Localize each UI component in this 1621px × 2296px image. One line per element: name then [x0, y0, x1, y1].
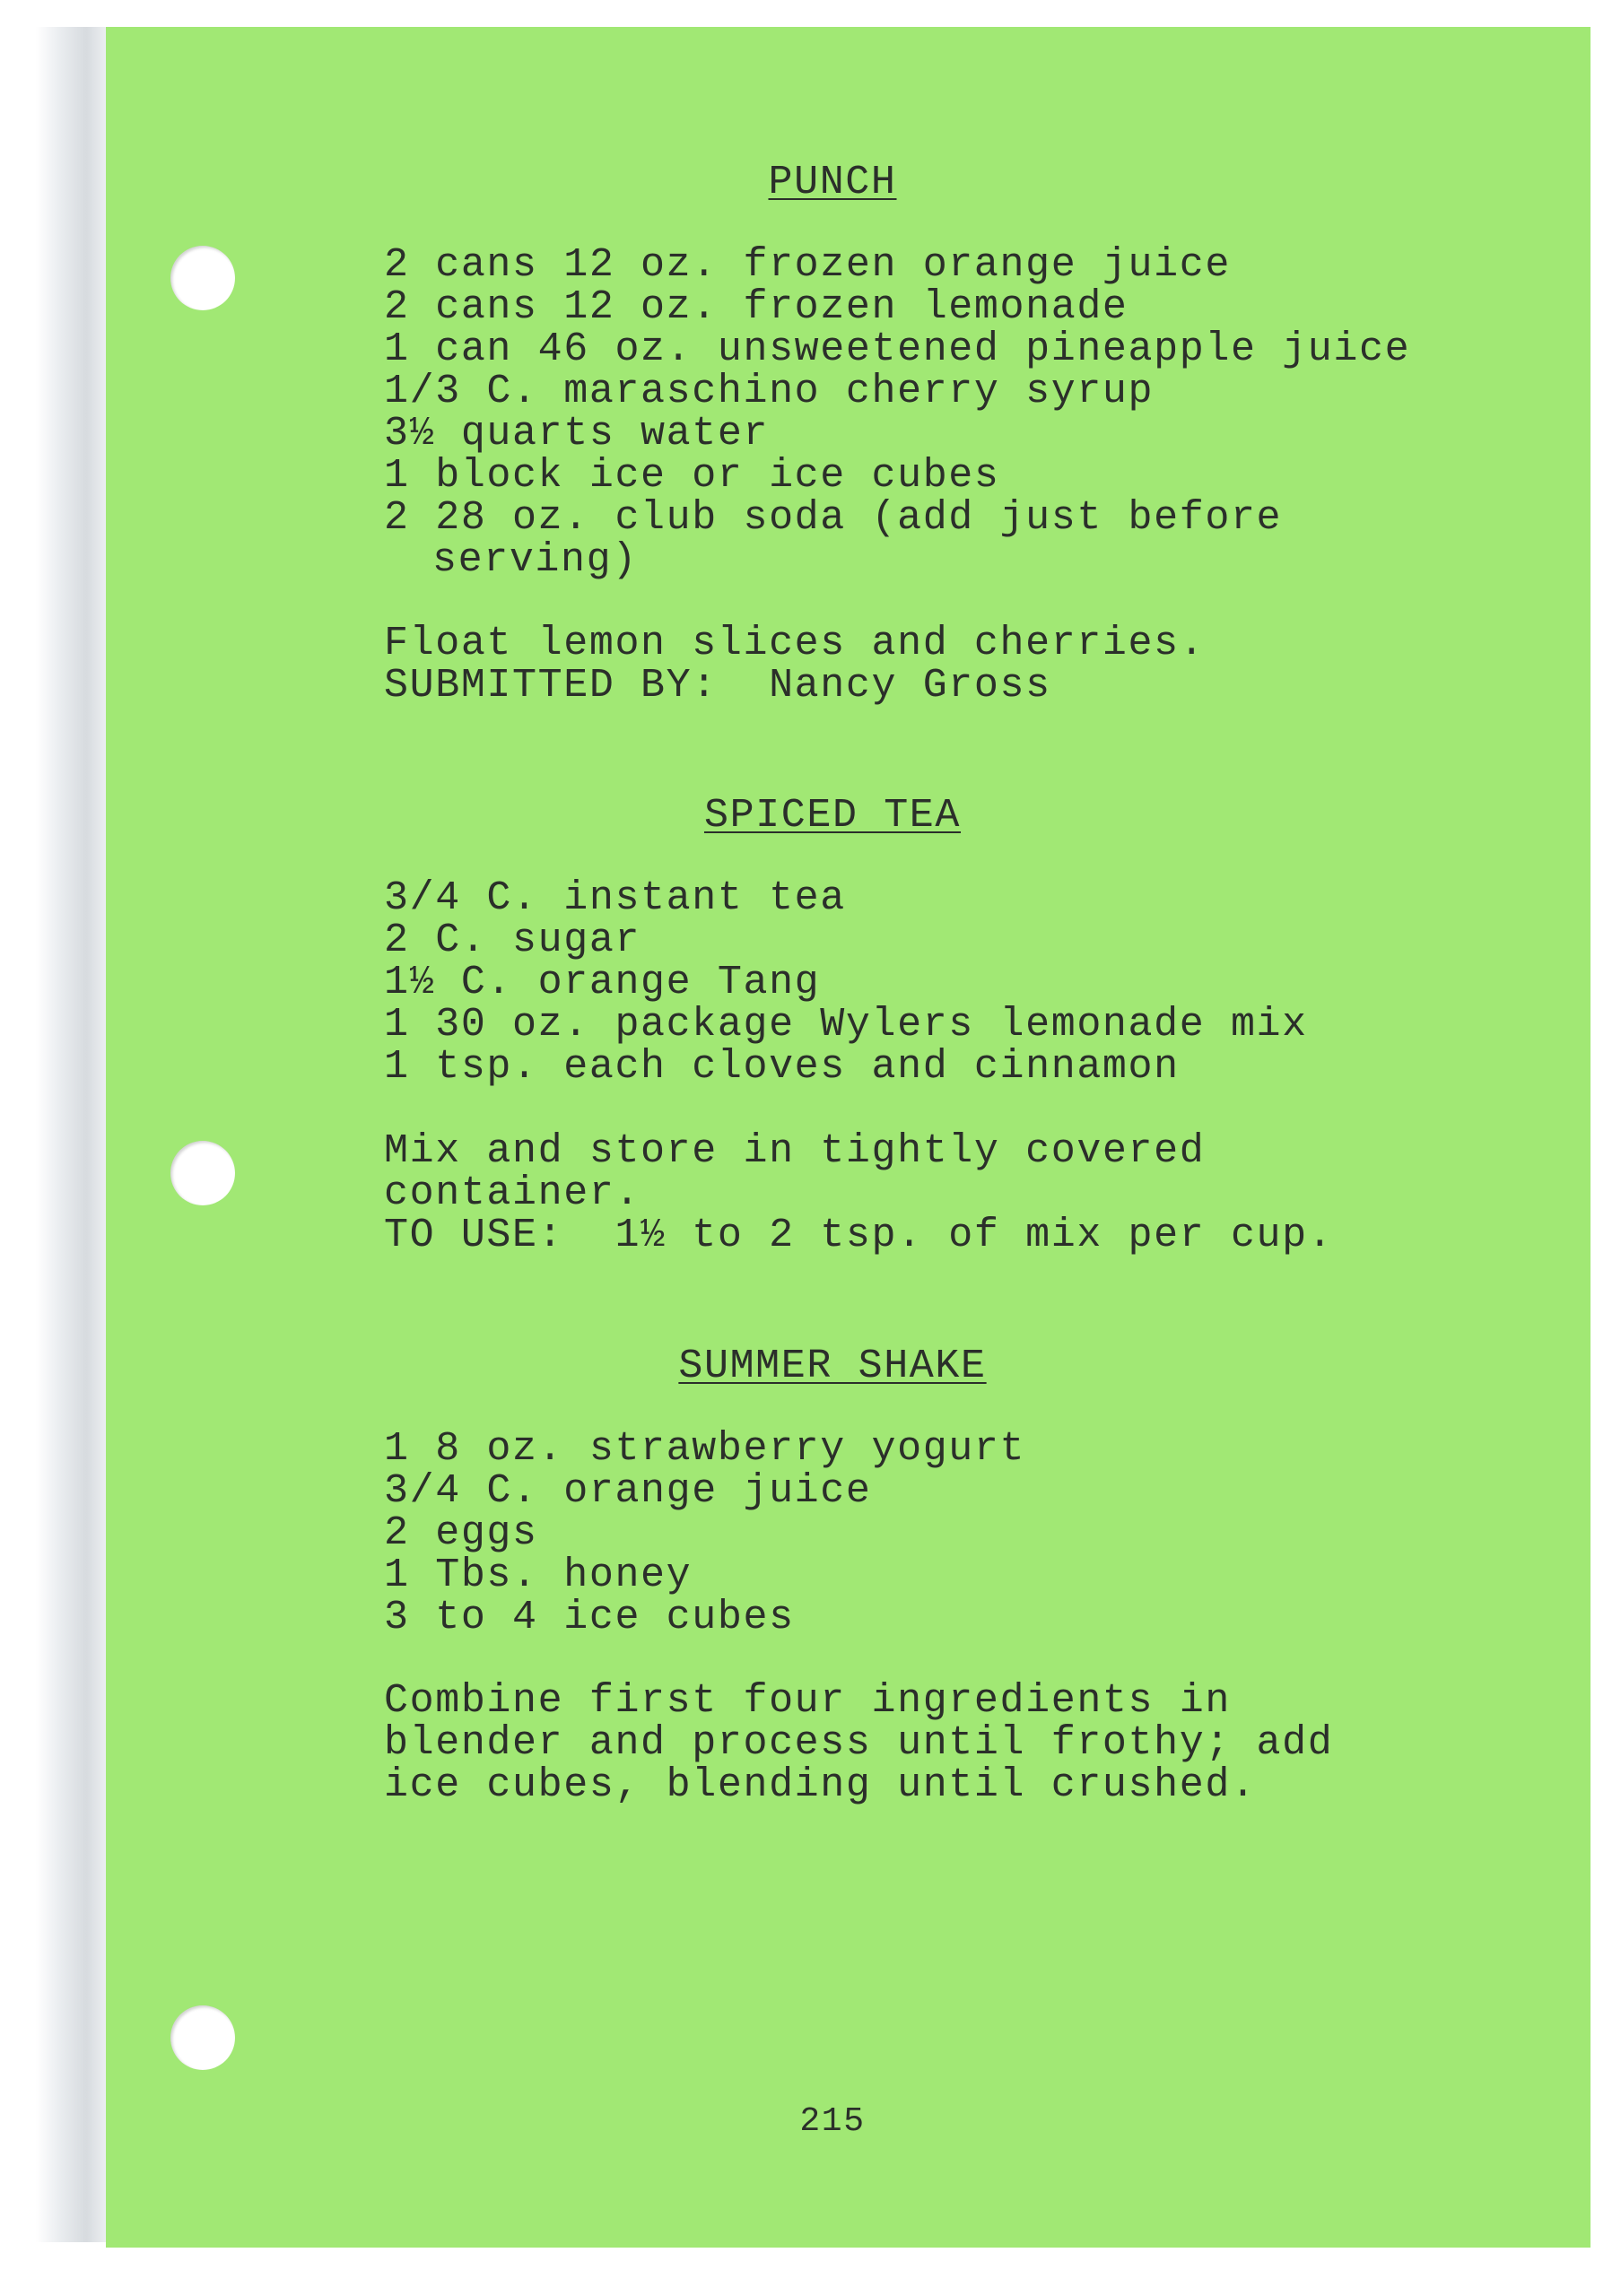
direction-line: Mix and store in tightly covered	[384, 1128, 1206, 1174]
direction-line: container.	[384, 1170, 641, 1216]
ingredient-line: 1/3 C. maraschino cherry syrup	[384, 369, 1155, 414]
ingredient-list-summer-shake	[384, 1428, 1568, 1639]
ingredient-line: 2 C. sugar	[384, 918, 641, 963]
recipe-title-spiced-tea: SPICED TEA	[703, 793, 962, 839]
ingredient-line: 1 Tbs. honey	[384, 1552, 693, 1598]
binder-hole-top	[170, 246, 235, 310]
direction-line: TO USE: 1½ to 2 tsp. of mix per cup.	[384, 1213, 1334, 1258]
ingredient-line: 2 eggs	[384, 1510, 538, 1556]
ingredient-line: 1 tsp. each cloves and cinnamon	[384, 1044, 1180, 1090]
ingredient-line: 1 block ice or ice cubes	[384, 453, 1000, 499]
direction-line: Float lemon slices and cherries.	[384, 621, 1206, 666]
directions-spiced-tea	[384, 1130, 1568, 1257]
ingredient-line: 1 30 oz. package Wylers lemonade mix	[384, 1002, 1308, 1048]
direction-line: blender and process until frothy; add	[384, 1720, 1334, 1766]
recipe-title-summer-shake: SUMMER SHAKE	[678, 1344, 987, 1389]
binder-hole-middle	[170, 1141, 235, 1205]
ingredient-line: 2 28 oz. club soda (add just before	[384, 495, 1283, 541]
ingredient-line: 3/4 C. instant tea	[384, 875, 846, 921]
direction-line: Combine first four ingredients in	[384, 1678, 1231, 1724]
directions-punch	[384, 622, 1568, 707]
directions-summer-shake	[384, 1680, 1568, 1806]
recipe-title-punch: PUNCH	[768, 160, 897, 205]
ingredient-line: 1 8 oz. strawberry yogurt	[384, 1426, 1026, 1472]
ingredient-line: 1½ C. orange Tang	[384, 960, 821, 1005]
scan-edge-shadow	[36, 27, 108, 2242]
binder-hole-bottom	[170, 2005, 235, 2070]
recipe-page	[106, 27, 1590, 2248]
ingredient-line-continued: serving)	[432, 537, 638, 583]
direction-line: ice cubes, blending until crushed.	[384, 1762, 1257, 1808]
ingredient-line: 1 can 46 oz. unsweetened pineapple juice	[384, 326, 1411, 372]
ingredient-list-spiced-tea	[384, 877, 1568, 1088]
page-number: 215	[799, 2102, 866, 2141]
ingredient-line: 3½ quarts water	[384, 411, 770, 457]
submitted-by-line: SUBMITTED BY: Nancy Gross	[384, 663, 1051, 709]
ingredient-line: 3/4 C. orange juice	[384, 1468, 872, 1514]
ingredient-list-punch	[384, 244, 1568, 581]
ingredient-line: 2 cans 12 oz. frozen lemonade	[384, 284, 1129, 330]
ingredient-line: 2 cans 12 oz. frozen orange juice	[384, 242, 1231, 288]
ingredient-line: 3 to 4 ice cubes	[384, 1595, 795, 1640]
